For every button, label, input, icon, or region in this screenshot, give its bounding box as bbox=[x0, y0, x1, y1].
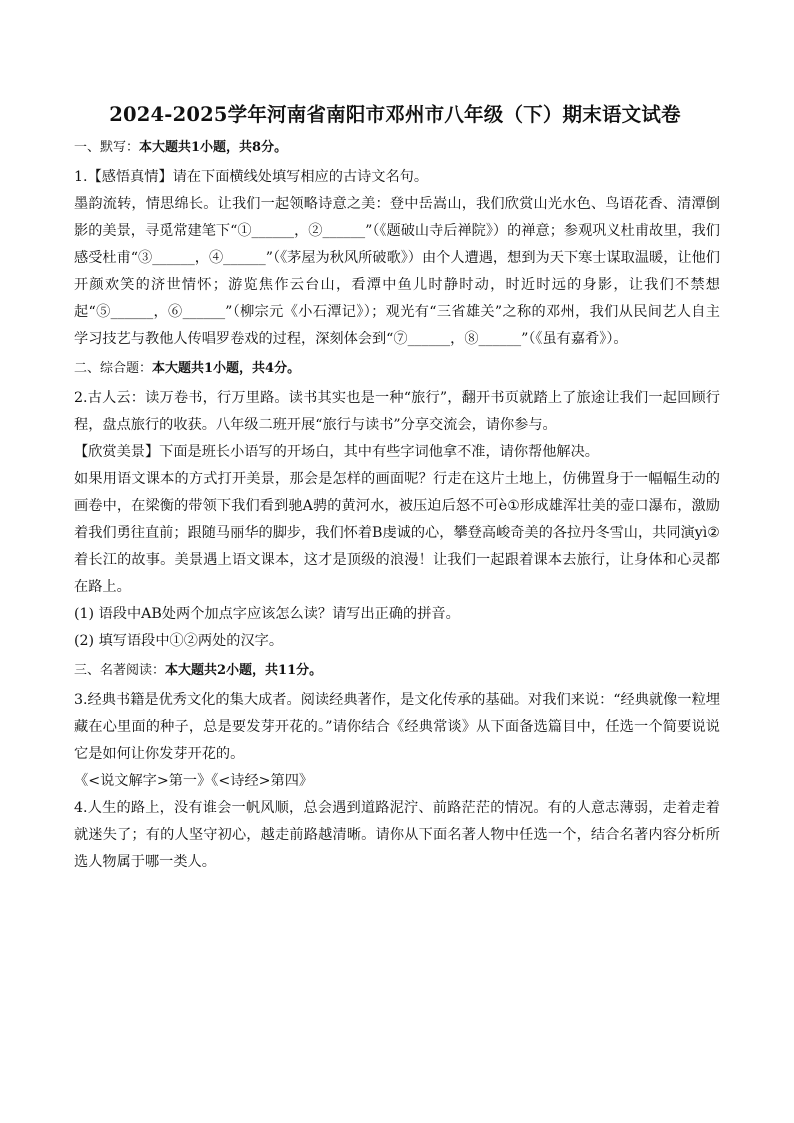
section-heading-1 bbox=[74, 138, 720, 158]
section-heading-3 bbox=[74, 661, 720, 681]
q3-body: 3.经典书籍是优秀文化的集大成者。阅读经典著作，是文化传承的基础。对我们来说：“经典就像一粒埋藏在心里面的种子，总是要发芽开花的。”请你结合《经典常谈》从下面备选篇目中，任选一个简要说说它是如何让你发芽开花的。 bbox=[74, 692, 720, 762]
section-2-prefix: 二、综合题： bbox=[74, 361, 153, 376]
q2-sub-question-1: (1) 语段中AB处两个加点字应该怎么读？请写出正确的拼音。 bbox=[74, 606, 460, 622]
section-2-info: 本大题共1小题，共4分。 bbox=[152, 361, 301, 376]
q3-options: 《<说文解字>第一》《<诗经>第四》 bbox=[74, 773, 314, 789]
exam-page bbox=[74, 100, 720, 876]
q1-intro: 1.【感悟真情】请在下面横线处填写相应的古诗文名句。 bbox=[74, 169, 429, 185]
q1-body: 墨韵流转，情思绵长。让我们一起领略诗意之美：登中岳嵩山，我们欣赏山光水色、鸟语花香、清潭倒影的美景，寻觅常建笔下“①______，②______”（《题破山寺后禅院》）的禅意；参观巩义杜甫故里，我们感受杜甫“③______，④______”（《茅屋为秋风所破歌》）由个人遭遇，想到为天下寒士谋取温暖，让他们开颜欢笑的济世情怀；游览焦作云台山，看潭中鱼儿时静时动，时近时远的身影，让我们不禁想起“⑤______，⑥______”（柳宗元《小石潭记》）；观光有“三省雄关”之称的邓州，我们从民间艺人自主学习技艺与教他人传唱罗卷戏的过程，深刻体会到“⑦______，⑧______”（《虽有嘉肴》）。 bbox=[74, 196, 720, 347]
section-3-info: 本大题共2小题，共11分。 bbox=[165, 663, 323, 678]
page-title: 2024-2025学年河南省南阳市邓州市八年级（下）期末语文试卷 bbox=[109, 103, 681, 126]
q2-task: 【欣赏美景】下面是班长小语写的开场白，其中有些字词他拿不准，请你帮他解决。 bbox=[74, 444, 599, 460]
q4-body: 4.人生的路上，没有谁会一帆风顺，总会遇到道路泥泞、前路茫茫的情况。有的人意志薄弱，走着走着就迷失了；有的人坚守初心，越走前路越清晰。请你从下面名著人物中任选一个，结合名著内容分析所选人物属于哪一类人。 bbox=[74, 800, 720, 870]
section-1-prefix: 一、默写： bbox=[74, 140, 140, 155]
section-heading-2 bbox=[74, 359, 720, 379]
section-1-info: 本大题共1小题，共8分。 bbox=[139, 140, 288, 155]
section-3-prefix: 三、名著阅读： bbox=[74, 663, 166, 678]
q2-sub-question-2: (2) 填写语段中①②两处的汉字。 bbox=[74, 633, 284, 649]
q2-intro: 2.古人云：读万卷书，行万里路。读书其实也是一种“旅行”，翻开书页就踏上了旅途让我们一起回顾行程，盘点旅行的收获。八年级二班开展“旅行与读书”分享交流会，请你参与。 bbox=[74, 390, 720, 433]
q2-body: 如果用语文课本的方式打开美景，那会是怎样的画面呢？行走在这片土地上，仿佛置身于一幅幅生动的画卷中，在梁衡的带领下我们看到驰A骋的黄河水，被压迫后怒不可è①形成雄浑壮美的壶口瀑布，激励着我们勇往直前；跟随马丽华的脚步，我们怀着B虔诚的心，攀登高峻奇美的各拉丹冬雪山，共同演yì②着长江的故事。美景遇上语文课本，这才是顶级的浪漫！让我们一起跟着课本去旅行，让身体和心灵都在路上。 bbox=[74, 471, 720, 595]
